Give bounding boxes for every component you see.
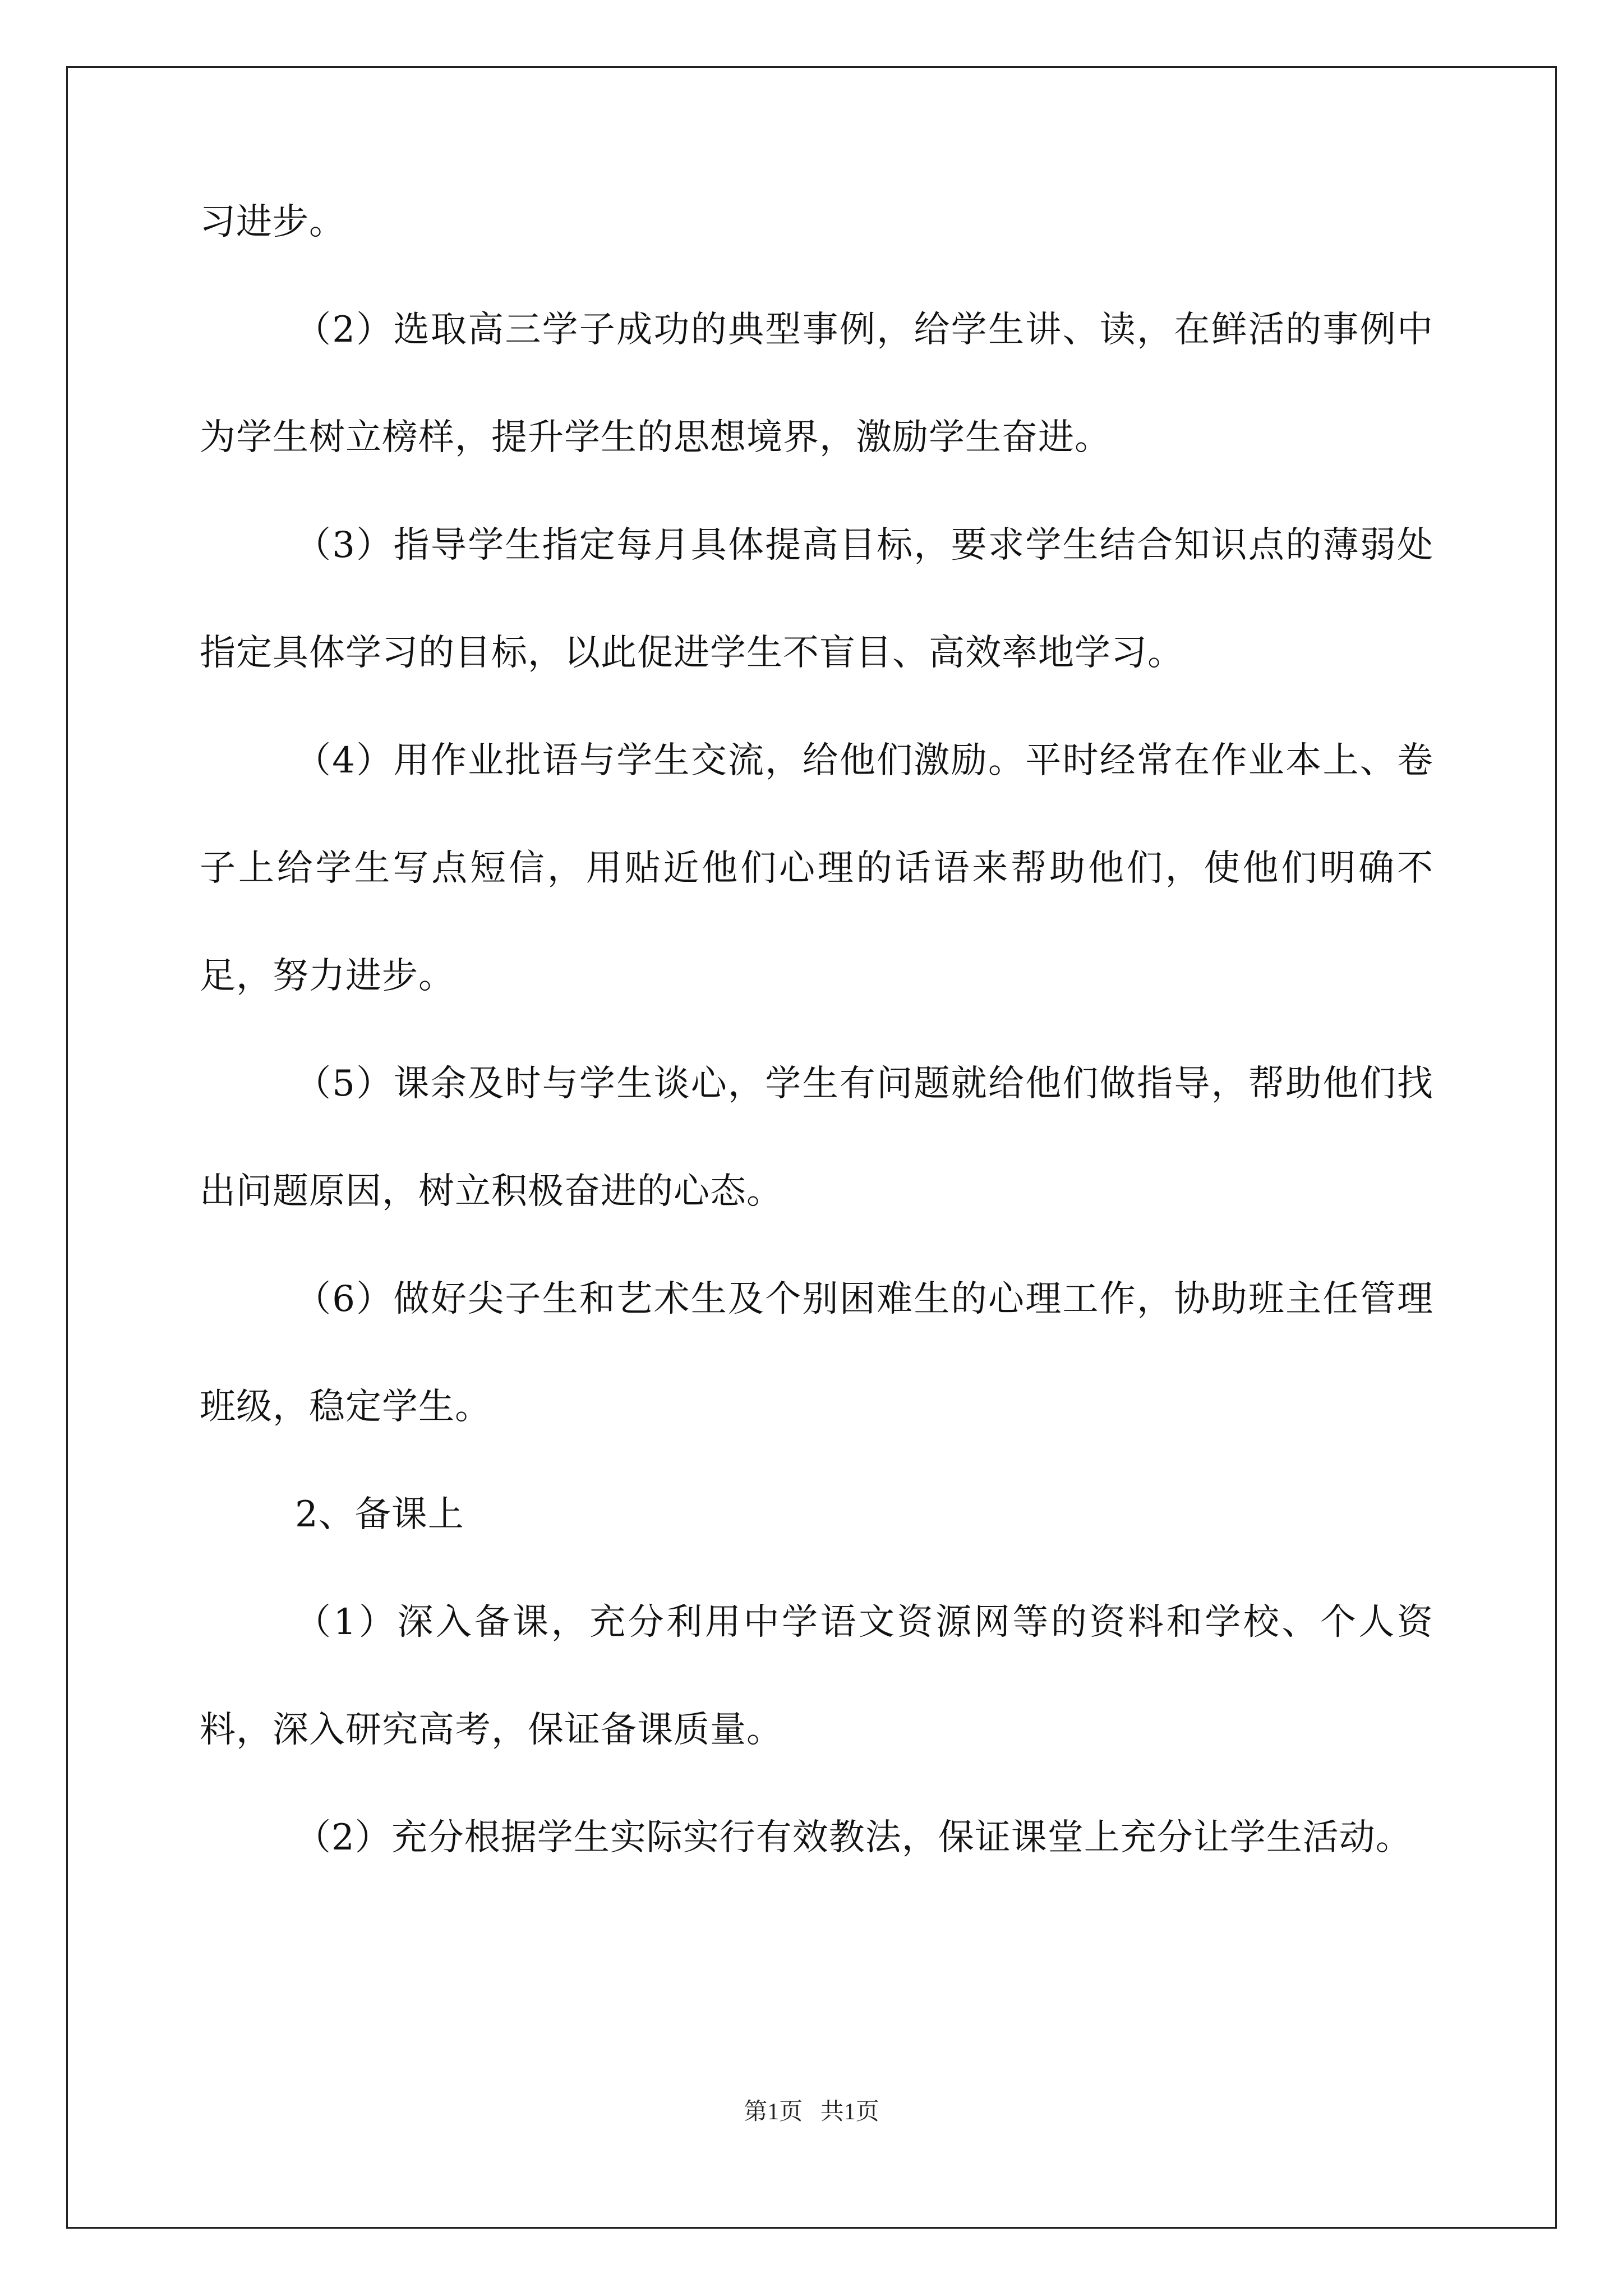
paragraph-2: （2）选取高三学子成功的典型事例，给学生讲、读，在鲜活的事例中为学生树立榜样，提升学生的思想境界，激励学生奋进。	[200, 309, 1433, 458]
paragraph-8: （2）充分根据学生实际实行有效教法，保证课堂上充分让学生活动。	[295, 1817, 1412, 1858]
paragraph-1: 习进步。	[200, 201, 345, 243]
paragraph-6: （6）做好尖子生和艺术生及个别困难生的心理工作，协助班主任管理班级，稳定学生。	[200, 1278, 1433, 1428]
paragraph-4: （4）用作业批语与学生交流，给他们激励。平时经常在作业本上、卷子上给学生写点短信，用贴近他们心理的话语来帮助他们，使他们明确不足，努力进步。	[200, 740, 1433, 997]
section-heading: 2、备课上	[295, 1494, 464, 1535]
paragraph-3: （3）指导学生指定每月具体提高目标，要求学生结合知识点的薄弱处指定具体学习的目标，以此促进学生不盲目、高效率地学习。	[200, 524, 1433, 674]
paragraph-7: （1）深入备课，充分利用中学语文资源网等的资料和学校、个人资料，深入研究高考，保证备课质量。	[200, 1602, 1433, 1751]
page-footer: 第1页 共1页	[744, 2099, 879, 2125]
paragraph-5: （5）课余及时与学生谈心，学生有问题就给他们做指导，帮助他们找出问题原因，树立积极奋进的心态。	[200, 1063, 1433, 1212]
document-body	[200, 168, 1433, 1892]
